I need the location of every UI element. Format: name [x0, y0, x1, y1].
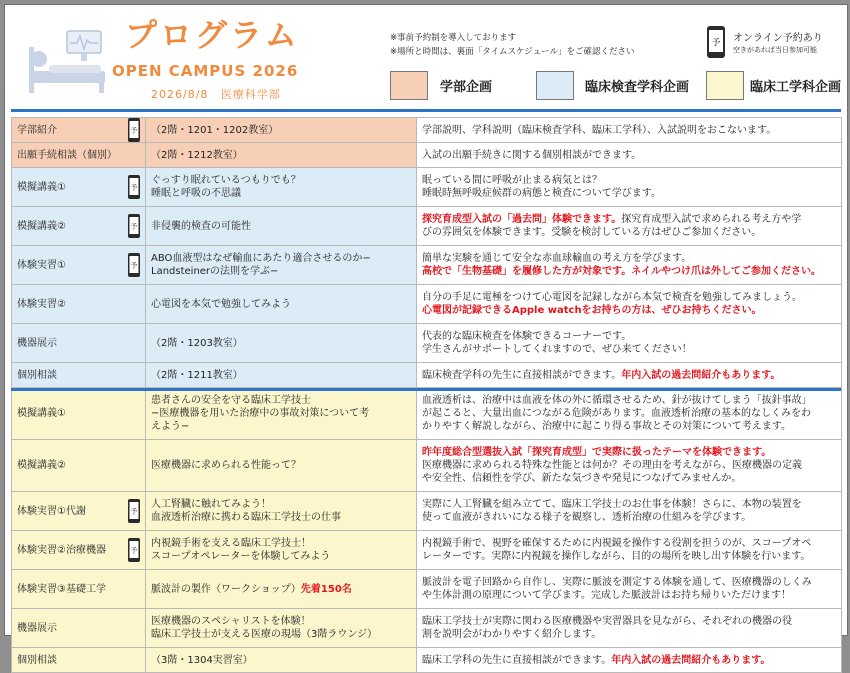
legend-label-clinical-eng: 臨床工学科企画 — [750, 80, 842, 95]
online-reservation-icon — [127, 252, 141, 278]
text-segment: 内視鏡手術で、視野を確保するために内視鏡を操作する役割を担うのが、スコープオペ — [422, 538, 812, 549]
department-name: 医療科学部 — [220, 88, 281, 101]
program-description-line — [422, 343, 836, 356]
text-segment: びの雰囲気を体験できます。受験を検討している方はぜひご参加ください。 — [422, 227, 762, 238]
program-description-cell — [417, 285, 842, 324]
phone-glyph: 予 — [130, 546, 138, 555]
hospital-bed-icon — [23, 27, 109, 97]
program-name-cell — [12, 531, 146, 570]
program-description-line — [422, 174, 836, 187]
program-description-line — [422, 149, 836, 162]
event-date-line — [151, 86, 281, 102]
program-description-cell — [417, 388, 842, 440]
program-row — [12, 531, 842, 570]
online-reservation-icon — [127, 498, 141, 524]
program-title-cell — [146, 492, 417, 531]
program-name-cell — [12, 363, 146, 388]
legend-swatch-clinical-lab — [536, 71, 574, 100]
program-title-line: 人工腎臓に触れてみよう！ — [151, 499, 271, 510]
program-description-cell — [417, 570, 842, 609]
program-title-line: 血液透析治療に携わる臨床工学技士の仕事 — [151, 512, 341, 523]
text-segment: 血液透析は、治療中は血液を体の外に循環させるため、針が抜けてしまう「抜針事故」 — [422, 395, 812, 406]
program-name: 機器展示 — [17, 622, 57, 634]
program-description-line — [422, 369, 836, 382]
program-title-line: （2階・1211教室） — [151, 369, 243, 381]
highlight-text: 探究育成型入試の「過去問」体験できます。 — [422, 214, 622, 225]
note-item: ※事前予約制を導入しております — [390, 33, 517, 43]
online-sub: 空きがあれば当日参加可能 — [733, 46, 817, 54]
program-table — [11, 117, 842, 673]
highlight-text: 年内入試の過去問紹介もあります。 — [611, 654, 771, 666]
highlight-text: 先着150名 — [300, 583, 352, 595]
highlight-text: 昨年度総合型選抜入試「探究育成型」で実際に扱ったテーマを体験できます。 — [422, 447, 772, 458]
text-segment: 割を説明会がわかりやすく紹介します。 — [422, 629, 602, 640]
text-segment: が起こると、大量出血につながる危険があります。血液透析治療の基本的なしくみをわ — [422, 408, 811, 419]
program-title-cell — [146, 118, 417, 143]
program-name-cell — [12, 207, 146, 246]
program-row — [12, 609, 842, 648]
program-title-line: 睡眠と呼吸の不思議 — [151, 188, 241, 199]
program-name-cell — [12, 388, 146, 440]
program-description-line — [422, 459, 836, 472]
program-title-cell — [146, 570, 417, 609]
program-description-line — [422, 291, 836, 304]
text-segment: 睡眠時無呼吸症候群の病態と検査について学びます。 — [422, 188, 661, 199]
notes — [390, 31, 634, 59]
text-segment: 実際に人工腎臓を組み立てて、臨床工学技士のお仕事を体験！さらに、本物の装置を — [422, 499, 802, 510]
program-description-line — [422, 615, 836, 628]
program-title-line: えよう− — [151, 421, 190, 432]
program-title-cell — [146, 363, 417, 388]
online-label: オンライン予約あり — [733, 33, 823, 44]
program-description-line — [422, 407, 836, 420]
note-item: ※場所と時間は、裏面「タイムスケジュール」をご確認ください — [390, 47, 635, 57]
text-segment: かりやすく解説しながら、治療中に起こり得る事故とその対策について考えます。 — [422, 421, 791, 432]
text-segment: 眠っている間に呼吸が止まる病気とは？ — [422, 175, 602, 186]
program-description-line — [422, 550, 836, 563]
program-name-cell — [12, 440, 146, 492]
online-reservation-icon — [127, 174, 141, 200]
program-title-cell — [146, 246, 417, 285]
program-description-line — [422, 265, 836, 278]
program-name-cell — [12, 143, 146, 168]
program-title-line: ABO血液型はなぜ輸血にあたり適合させるのか− — [151, 253, 371, 264]
program-description-cell — [417, 207, 842, 246]
program-row — [12, 285, 842, 324]
text-segment: 脈波計の製作（ワークショップ） — [151, 583, 301, 595]
online-reservation-icon — [127, 117, 141, 143]
program-row — [12, 118, 842, 143]
online-reservation-note — [706, 25, 840, 61]
program-title-line: 臨床工学技士が支える医療の現場（3階ラウンジ） — [151, 629, 378, 640]
text-segment: 使って血液がきれいになる様子を観察し、透析治療の仕組みを学びます。 — [422, 512, 752, 523]
program-name: 模擬講義① — [17, 408, 66, 419]
program-title-cell — [146, 285, 417, 324]
program-title-line: 医療機器のスペシャリストを体験！ — [151, 616, 311, 627]
legend-label-clinical-lab: 臨床検査学科企画 — [585, 80, 690, 95]
program-name: 体験実習③基礎工学 — [17, 583, 106, 595]
text-segment: 学部説明、学科説明（臨床検査学科、臨床工学科）、入試説明をおこないます。 — [422, 124, 777, 136]
program-row — [12, 207, 842, 246]
program-description-line — [422, 420, 836, 433]
program-row — [12, 143, 842, 168]
text-segment: 臨床工学技士が実際に関わる医療機器や実習器具を見ながら、それぞれの機器の役 — [422, 616, 792, 627]
program-description-cell — [417, 531, 842, 570]
program-name-cell — [12, 570, 146, 609]
program-description-cell — [417, 609, 842, 648]
phone-glyph: 予 — [130, 126, 138, 135]
group-divider — [11, 388, 841, 391]
program-description-line — [422, 226, 836, 239]
phone-glyph: 予 — [130, 507, 138, 516]
smartphone-icon — [706, 25, 726, 59]
phone-glyph: 予 — [130, 261, 138, 270]
text-segment: レーターです。実際に内視鏡を操作しながら、目的の場所を映し出す体験を行います。 — [422, 551, 811, 562]
program-description-line — [422, 576, 836, 589]
program-description-cell — [417, 168, 842, 207]
program-title-cell — [146, 324, 417, 363]
program-title-line: ぐっすり眠れているつもりでも？ — [151, 175, 301, 186]
program-description-line — [422, 394, 836, 407]
program-description-cell — [417, 492, 842, 531]
program-title-line: 非侵襲的検査の可能性 — [151, 220, 251, 232]
program-description-line — [422, 511, 836, 524]
text-segment: 簡単な実験を通じて安全な赤血球輸血の考え方を学びます。 — [422, 253, 692, 264]
program-title-cell — [146, 388, 417, 440]
program-row — [12, 246, 842, 285]
program-description-cell — [417, 648, 842, 673]
program-title-cell — [146, 609, 417, 648]
program-title-line: 心電図を本気で勉強してみよう — [151, 298, 291, 310]
program-title-line: 内視鏡手術を支える臨床工学技士！ — [151, 538, 311, 549]
program-row — [12, 363, 842, 388]
program-name: 体験実習② — [17, 298, 66, 310]
program-title-line: （3階・1304実習室） — [151, 654, 253, 666]
program-title-cell — [146, 648, 417, 673]
program-description-line — [422, 654, 836, 667]
program-title-line: Landsteinerの法則を学ぶ− — [151, 266, 279, 277]
program-description-line — [422, 589, 836, 602]
program-description-line — [422, 628, 836, 641]
program-description-line — [422, 187, 836, 200]
program-title-line: （2階・1201・1202教室） — [151, 124, 279, 136]
online-reservation-icon — [127, 537, 141, 563]
phone-glyph: 予 — [130, 183, 138, 192]
program-title-cell — [146, 168, 417, 207]
program-title-cell — [146, 440, 417, 492]
program-row — [12, 648, 842, 673]
text-segment: 脈波計を電子回路から自作し、実際に脈波を測定する体験を通して、医療機器のしくみ — [422, 577, 812, 588]
program-title-cell — [146, 531, 417, 570]
highlight-text: 高校で「生物基礎」を履修した方が対象です。ネイルやつけ爪は外してご参加ください。 — [422, 266, 821, 277]
program-name: 体験実習① — [17, 259, 66, 271]
legend-label-faculty: 学部企画 — [440, 80, 493, 95]
program-description-line — [422, 446, 836, 459]
program-description-line — [422, 537, 836, 550]
program-name: 学部紹介 — [17, 124, 57, 136]
program-description-line — [422, 124, 836, 137]
online-reservation-icon — [127, 213, 141, 239]
program-description-line — [422, 304, 836, 317]
program-name: 模擬講義② — [17, 220, 66, 232]
program-row — [12, 168, 842, 207]
program-title-line — [151, 583, 411, 596]
legend-swatch-faculty — [390, 71, 428, 100]
highlight-text: 心電図が記録できるApple watchをお持ちの方は、ぜひお持ちください。 — [422, 305, 762, 316]
text-segment: 入試の出願手続きに関する個別相談ができます。 — [422, 149, 642, 161]
program-title-cell — [146, 143, 417, 168]
program-title-line: 患者さんの安全を守る臨床工学技士 — [151, 395, 311, 406]
program-name-cell — [12, 118, 146, 143]
phone-glyph: 予 — [130, 222, 138, 231]
program-name: 体験実習①代謝 — [17, 505, 86, 517]
program-description-line — [422, 252, 836, 265]
program-description-cell — [417, 363, 842, 388]
program-description-cell — [417, 143, 842, 168]
program-title-line: 医療機器に求められる性能って？ — [151, 460, 301, 471]
program-name: 模擬講義② — [17, 460, 66, 471]
highlight-text: 年内入試の過去問紹介もあります。 — [621, 369, 781, 381]
text-segment: 医療機器に求められる特殊な性能とは何か？その理由を考えながら、医療機器の定義 — [422, 460, 802, 471]
text-segment: 自分の手足に電極をつけて心電図を記録しながら本気で検査を勉強してみましょう。 — [422, 292, 802, 303]
program-name: 体験実習②治療機器 — [17, 544, 106, 556]
phone-glyph: 予 — [711, 38, 721, 49]
program-row — [12, 492, 842, 531]
program-name-cell — [12, 492, 146, 531]
program-description-line — [422, 498, 836, 511]
program-title-line: （2階・1212教室） — [151, 149, 243, 161]
text-segment: や生体計測の原理について学びます。完成した脈波計はお持ち帰りいただけます！ — [422, 590, 791, 601]
text-segment: 探究育成型入試で求められる考え方や学 — [621, 214, 802, 225]
text-segment: 学生さんがサポートしてくれますので、ぜひ来てください！ — [422, 344, 692, 355]
program-name-cell — [12, 648, 146, 673]
text-segment: や安全性、信頼性を学び、新たな気づきや発見につなげてみませんか。 — [422, 473, 742, 484]
program-description-line — [422, 472, 836, 485]
program-description-cell — [417, 440, 842, 492]
header-divider — [11, 109, 841, 112]
program-title-cell — [146, 207, 417, 246]
text-segment: 臨床工学科の先生に直接相談ができます。 — [422, 654, 612, 666]
program-description-cell — [417, 246, 842, 285]
program-sheet — [4, 4, 848, 666]
event-subtitle: OPEN CAMPUS 2026 — [112, 62, 299, 80]
program-row — [12, 324, 842, 363]
program-description-cell — [417, 118, 842, 143]
program-name-cell — [12, 324, 146, 363]
program-title-line: （2階・1203教室） — [151, 337, 243, 349]
legend-swatch-clinical-eng — [706, 71, 744, 100]
program-name-cell — [12, 609, 146, 648]
program-row — [12, 388, 842, 440]
text-segment: 臨床検査学科の先生に直接相談ができます。 — [422, 369, 622, 381]
program-title-line: −医療機器を用いた治療中の事故対策について考 — [151, 408, 370, 419]
program-name: 出願手続相談（個別） — [17, 149, 117, 161]
program-name: 個別相談 — [17, 654, 57, 666]
page-title: プログラム — [125, 16, 300, 54]
program-name: 個別相談 — [17, 369, 57, 381]
program-name-cell — [12, 285, 146, 324]
program-description-line — [422, 330, 836, 343]
program-description-line — [422, 213, 836, 226]
program-name-cell — [12, 246, 146, 285]
event-date: 2026/8/8 — [151, 88, 209, 101]
program-row — [12, 570, 842, 609]
program-description-cell — [417, 324, 842, 363]
text-segment: 代表的な臨床検査を体験できるコーナーです。 — [422, 331, 632, 342]
program-name: 模擬講義① — [17, 181, 66, 193]
program-name: 機器展示 — [17, 337, 57, 349]
program-name-cell — [12, 168, 146, 207]
program-row — [12, 440, 842, 492]
program-title-line: スコープオペレーターを体験してみよう — [151, 551, 331, 562]
